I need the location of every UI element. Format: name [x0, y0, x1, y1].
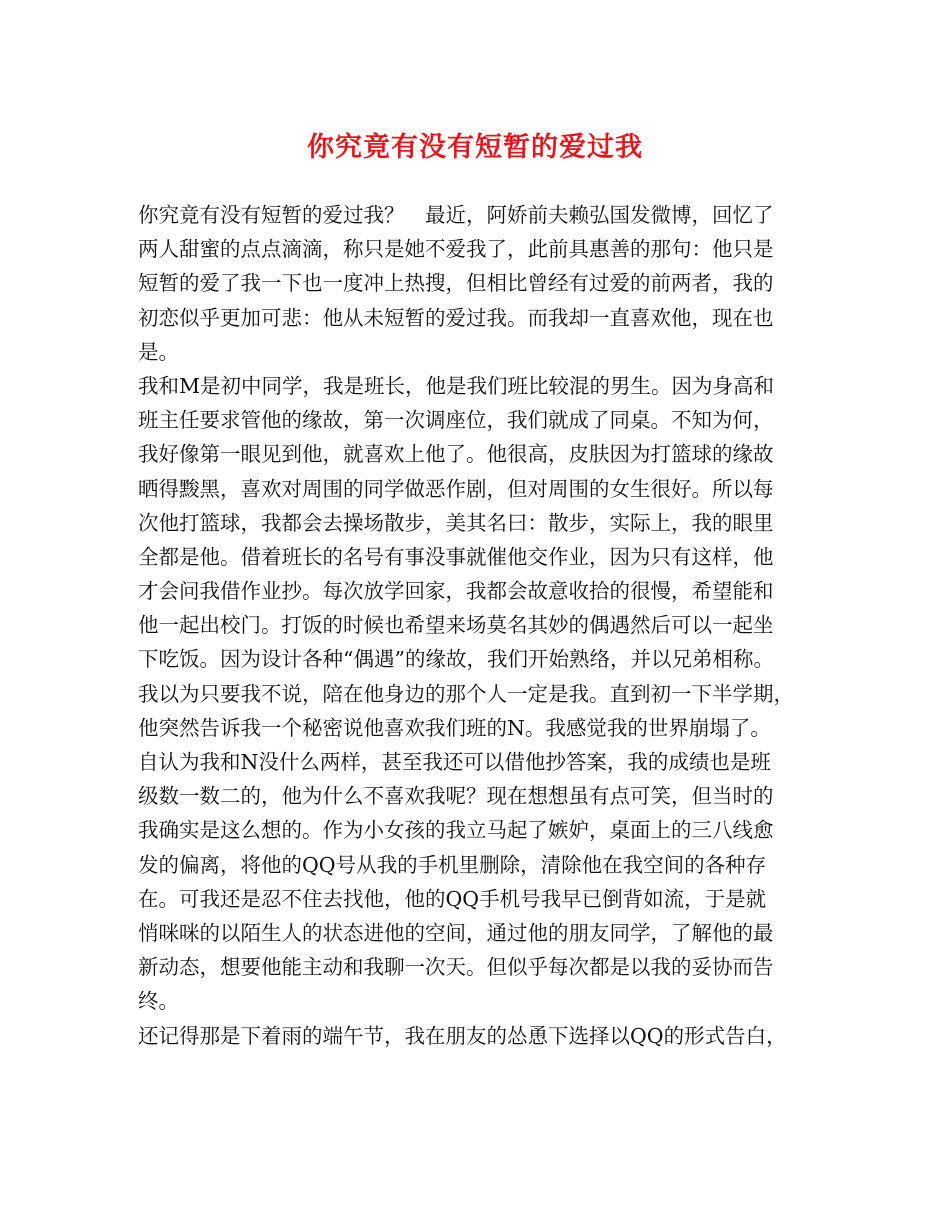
text-line: 终。: [138, 989, 179, 1014]
text-line: 级数一数二的，他为什么不喜欢我呢？现在想想虽有点可笑，但当时的: [138, 784, 774, 809]
text-line: 才会问我借作业抄。每次放学回家，我都会故意收拾的很慢，希望能和: [138, 579, 774, 604]
text-line: 短暂的爱了我一下也一度冲上热搜，但相比曾经有过爱的前两者，我的: [138, 271, 774, 296]
text-line: 新动态，想要他能主动和我聊一次天。但似乎每次都是以我的妥协而告: [138, 955, 774, 980]
text-line: 我好像第一眼见到他，就喜欢上他了。他很高，皮肤因为打篮球的缘故: [138, 442, 774, 467]
text-line: 自认为我和N没什么两样，甚至我还可以借他抄答案，我的成绩也是班: [138, 750, 771, 774]
text-line: 全都是他。借着班长的名号有事没事就催他交作业，因为只有这样，他: [138, 544, 774, 569]
text-line: 他一起出校门。打饭的时候也希望来场莫名其妙的偶遇然后可以一起坐: [138, 613, 774, 638]
text-line: 我确实是这么想的。作为小女孩的我立马起了嫉妒，桌面上的三八线愈: [138, 818, 774, 843]
text-line: 你究竟有没有短暂的爱过我？ 最近，阿娇前夫赖弘国发微博，回忆了: [138, 203, 774, 227]
text-line: 还记得那是下着雨的端午节，我在朋友的怂恿下选择以QQ的形式告白，: [138, 1023, 787, 1048]
text-line: 我以为只要我不说，陪在他身边的那个人一定是我。直到初一下半学期，: [138, 681, 794, 706]
document-title: 你究竟有没有短暂的爱过我: [307, 132, 643, 163]
text-line: 两人甜蜜的点点滴滴，称只是她不爱我了，此前具惠善的那句：他只是: [138, 237, 774, 262]
text-line: 悄咪咪的以陌生人的状态进他的空间，通过他的朋友同学，了解他的最: [138, 920, 774, 945]
text-line: 初恋似乎更加可悲：他从未短暂的爱过我。而我却一直喜欢他，现在也: [138, 305, 774, 330]
text-line: 他突然告诉我一个秘密说他喜欢我们班的N。我感觉我的世界崩塌了。: [138, 715, 771, 740]
document-body: [138, 198, 828, 1053]
text-line: 次他打篮球，我都会去操场散步，美其名曰：散步，实际上，我的眼里: [138, 510, 774, 535]
text-line: 在。可我还是忍不住去找他，他的QQ手机号我早已倒背如流，于是就: [138, 886, 767, 911]
text-line: 下吃饭。因为设计各种“偶遇”的缘故，我们开始熟络，并以兄弟相称。: [138, 647, 774, 672]
text-line: 发的偏离，将他的QQ号从我的手机里删除，清除他在我空间的各种存: [138, 852, 767, 877]
text-line: 班主任要求管他的缘故，第一次调座位，我们就成了同桌。不知为何，: [138, 408, 774, 433]
text-line: 我和M是初中同学，我是班长，他是我们班比较混的男生。因为身高和: [138, 373, 774, 398]
text-line: 晒得黢黑，喜欢对周围的同学做恶作剧，但对周围的女生很好。所以每: [138, 476, 774, 501]
text-line: 是。: [138, 339, 179, 364]
